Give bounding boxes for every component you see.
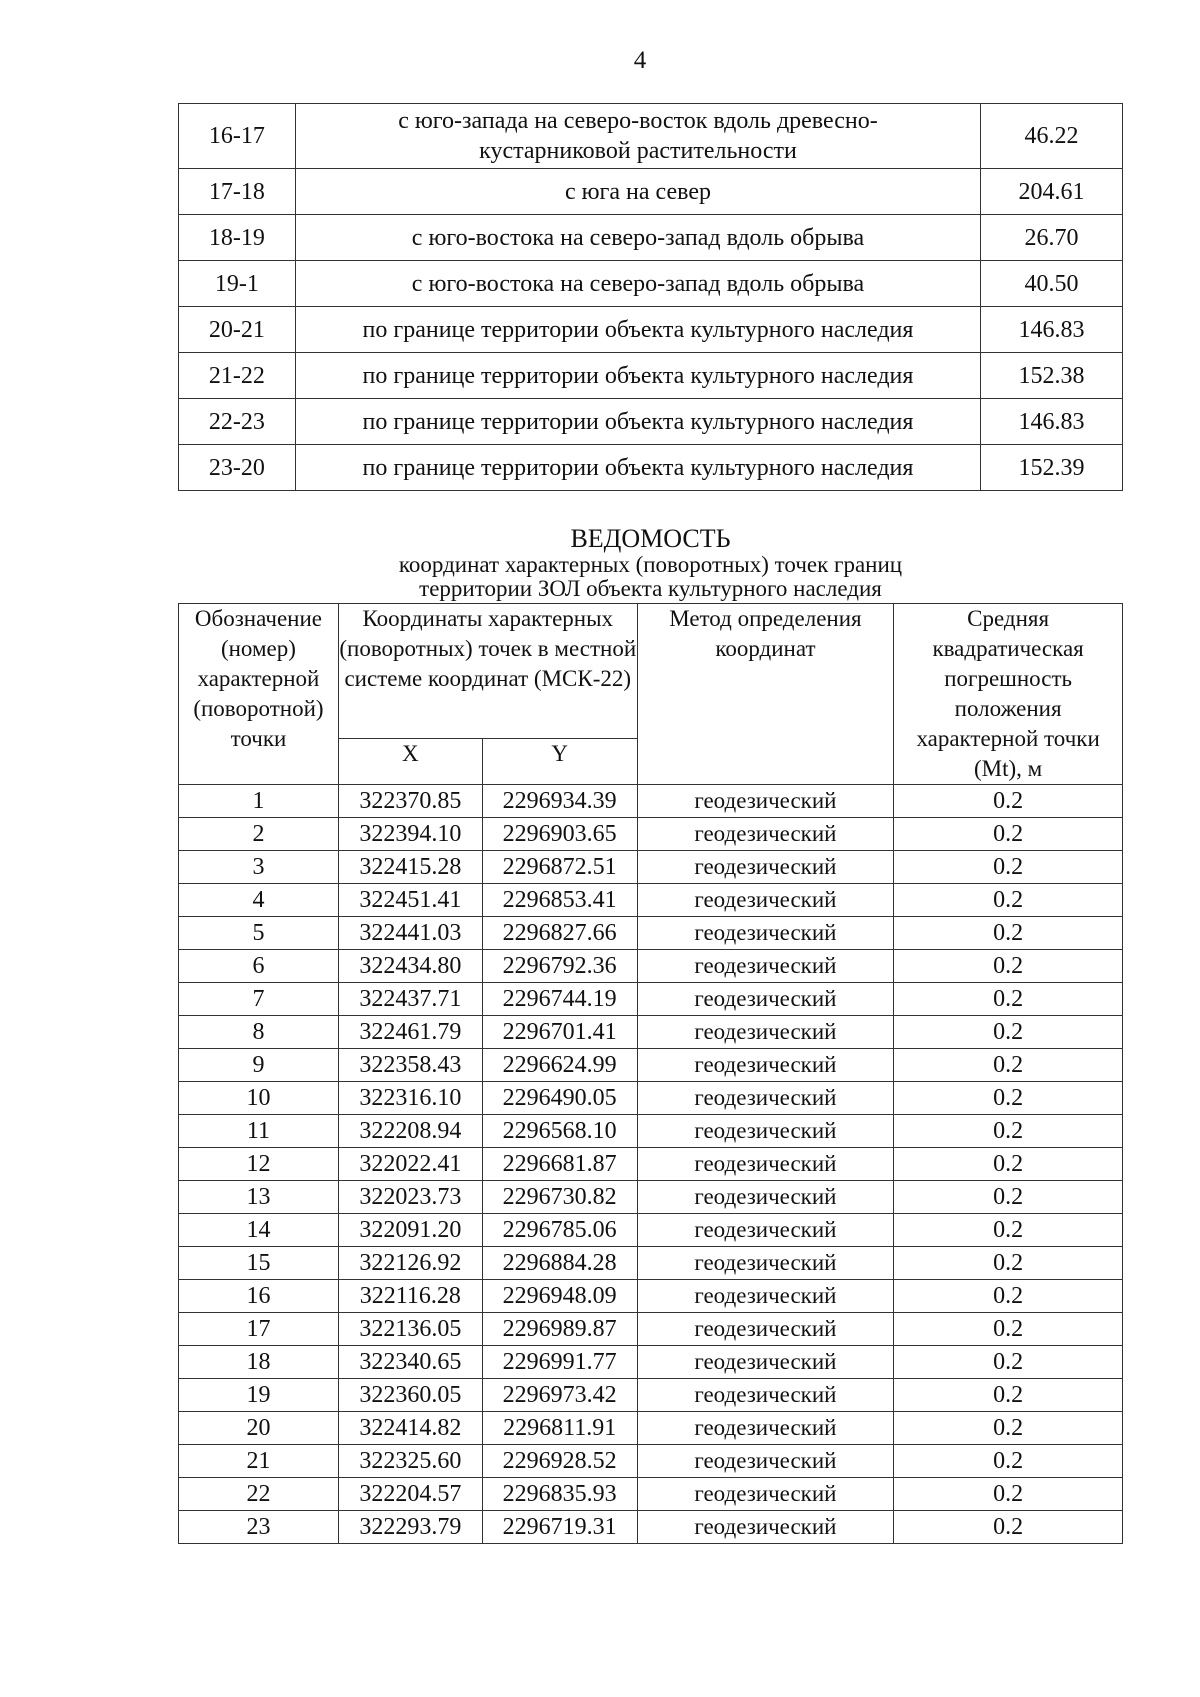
mean-error: 0.2 bbox=[894, 785, 1123, 818]
table-row bbox=[179, 851, 1123, 884]
table-row bbox=[179, 1181, 1123, 1214]
point-number: 13 bbox=[179, 1181, 339, 1214]
table-row bbox=[179, 1346, 1123, 1379]
segment-points: 19-1 bbox=[179, 261, 296, 307]
segment-description: по границе территории объекта культурного наследия bbox=[295, 353, 980, 399]
point-number: 14 bbox=[179, 1214, 339, 1247]
coord-x: 322208.94 bbox=[338, 1115, 482, 1148]
coord-x: 322434.80 bbox=[338, 950, 482, 983]
coord-y: 2296490.05 bbox=[482, 1082, 637, 1115]
mean-error: 0.2 bbox=[894, 1148, 1123, 1181]
method: геодезический bbox=[637, 1115, 894, 1148]
point-number: 5 bbox=[179, 917, 339, 950]
method: геодезический bbox=[637, 785, 894, 818]
segment-length: 46.22 bbox=[981, 104, 1123, 169]
segment-points: 18-19 bbox=[179, 215, 296, 261]
method: геодезический bbox=[637, 1379, 894, 1412]
segment-row bbox=[179, 445, 1123, 491]
method: геодезический bbox=[637, 950, 894, 983]
table-row bbox=[179, 1478, 1123, 1511]
segment-length: 204.61 bbox=[981, 169, 1123, 215]
method: геодезический bbox=[637, 1016, 894, 1049]
mean-error: 0.2 bbox=[894, 1082, 1123, 1115]
point-number: 23 bbox=[179, 1511, 339, 1544]
point-number: 16 bbox=[179, 1280, 339, 1313]
table-row bbox=[179, 1082, 1123, 1115]
mean-error: 0.2 bbox=[894, 950, 1123, 983]
method: геодезический bbox=[637, 917, 894, 950]
coord-y: 2296744.19 bbox=[482, 983, 637, 1016]
point-number: 3 bbox=[179, 851, 339, 884]
point-number: 8 bbox=[179, 1016, 339, 1049]
coord-y: 2296730.82 bbox=[482, 1181, 637, 1214]
segment-points: 16-17 bbox=[179, 104, 296, 169]
segment-description: с юга на север bbox=[295, 169, 980, 215]
coord-y: 2296701.41 bbox=[482, 1016, 637, 1049]
table-row bbox=[179, 1049, 1123, 1082]
point-number: 9 bbox=[179, 1049, 339, 1082]
coord-y: 2296934.39 bbox=[482, 785, 637, 818]
coord-x: 322461.79 bbox=[338, 1016, 482, 1049]
coord-y: 2296872.51 bbox=[482, 851, 637, 884]
mean-error: 0.2 bbox=[894, 1445, 1123, 1478]
header-point: Обозначение (номер) характерной (поворотной) точки bbox=[179, 604, 339, 785]
segment-points: 23-20 bbox=[179, 445, 296, 491]
mean-error: 0.2 bbox=[894, 1049, 1123, 1082]
coord-y: 2296948.09 bbox=[482, 1280, 637, 1313]
method: геодезический bbox=[637, 851, 894, 884]
header-x: X bbox=[338, 739, 482, 785]
point-number: 10 bbox=[179, 1082, 339, 1115]
coord-y: 2296884.28 bbox=[482, 1247, 637, 1280]
coord-x: 322358.43 bbox=[338, 1049, 482, 1082]
mean-error: 0.2 bbox=[894, 983, 1123, 1016]
coord-x: 322316.10 bbox=[338, 1082, 482, 1115]
table-row bbox=[179, 1115, 1123, 1148]
method: геодезический bbox=[637, 1280, 894, 1313]
segment-description: с юго-востока на северо-запад вдоль обрыва bbox=[295, 215, 980, 261]
point-number: 12 bbox=[179, 1148, 339, 1181]
point-number: 11 bbox=[179, 1115, 339, 1148]
mean-error: 0.2 bbox=[894, 1214, 1123, 1247]
statement-title: ВЕДОМОСТЬ bbox=[570, 524, 731, 553]
coord-x: 322394.10 bbox=[338, 818, 482, 851]
method: геодезический bbox=[637, 818, 894, 851]
table-row bbox=[179, 1016, 1123, 1049]
coord-y: 2296835.93 bbox=[482, 1478, 637, 1511]
mean-error: 0.2 bbox=[894, 1181, 1123, 1214]
coord-y: 2296827.66 bbox=[482, 917, 637, 950]
coord-x: 322023.73 bbox=[338, 1181, 482, 1214]
coord-x: 322204.57 bbox=[338, 1478, 482, 1511]
method: геодезический bbox=[637, 1412, 894, 1445]
point-number: 2 bbox=[179, 818, 339, 851]
mean-error: 0.2 bbox=[894, 1412, 1123, 1445]
statement-subtitle-2: территории ЗОЛ объекта культурного наследия bbox=[419, 576, 882, 601]
segment-length: 152.38 bbox=[981, 353, 1123, 399]
method: геодезический bbox=[637, 1478, 894, 1511]
table-row bbox=[179, 917, 1123, 950]
method: геодезический bbox=[637, 1247, 894, 1280]
table-row bbox=[179, 983, 1123, 1016]
segment-row bbox=[179, 261, 1123, 307]
mean-error: 0.2 bbox=[894, 1280, 1123, 1313]
method: геодезический bbox=[637, 983, 894, 1016]
table-row bbox=[179, 1214, 1123, 1247]
segment-points: 20-21 bbox=[179, 307, 296, 353]
mean-error: 0.2 bbox=[894, 1511, 1123, 1544]
mean-error: 0.2 bbox=[894, 1247, 1123, 1280]
mean-error: 0.2 bbox=[894, 917, 1123, 950]
table-row bbox=[179, 785, 1123, 818]
method: геодезический bbox=[637, 1049, 894, 1082]
table-row bbox=[179, 1313, 1123, 1346]
coord-x: 322293.79 bbox=[338, 1511, 482, 1544]
method: геодезический bbox=[637, 1346, 894, 1379]
table-row bbox=[179, 1379, 1123, 1412]
mean-error: 0.2 bbox=[894, 818, 1123, 851]
coord-x: 322360.05 bbox=[338, 1379, 482, 1412]
segment-points: 17-18 bbox=[179, 169, 296, 215]
segment-description: с юго-запада на северо-восток вдоль древесно-кустарниковой растительности bbox=[295, 104, 980, 169]
mean-error: 0.2 bbox=[894, 1379, 1123, 1412]
document-page bbox=[178, 0, 1123, 1544]
segment-row bbox=[179, 307, 1123, 353]
segment-length: 146.83 bbox=[981, 307, 1123, 353]
segment-length: 146.83 bbox=[981, 399, 1123, 445]
coord-x: 322136.05 bbox=[338, 1313, 482, 1346]
header-y: Y bbox=[482, 739, 637, 785]
coord-x: 322091.20 bbox=[338, 1214, 482, 1247]
coord-y: 2296903.65 bbox=[482, 818, 637, 851]
mean-error: 0.2 bbox=[894, 1478, 1123, 1511]
coord-y: 2296989.87 bbox=[482, 1313, 637, 1346]
method: геодезический bbox=[637, 1214, 894, 1247]
method: геодезический bbox=[637, 1511, 894, 1544]
coord-x: 322441.03 bbox=[338, 917, 482, 950]
segment-points: 22-23 bbox=[179, 399, 296, 445]
method: геодезический bbox=[637, 1082, 894, 1115]
table-row bbox=[179, 884, 1123, 917]
segment-row bbox=[179, 215, 1123, 261]
point-number: 19 bbox=[179, 1379, 339, 1412]
mean-error: 0.2 bbox=[894, 1016, 1123, 1049]
method: геодезический bbox=[637, 1148, 894, 1181]
mean-error: 0.2 bbox=[894, 884, 1123, 917]
coord-x: 322340.65 bbox=[338, 1346, 482, 1379]
point-number: 6 bbox=[179, 950, 339, 983]
segment-description: по границе территории объекта культурного наследия bbox=[295, 399, 980, 445]
point-number: 15 bbox=[179, 1247, 339, 1280]
point-number: 4 bbox=[179, 884, 339, 917]
table-row bbox=[179, 1412, 1123, 1445]
method: геодезический bbox=[637, 1445, 894, 1478]
table-row bbox=[179, 1445, 1123, 1478]
method: геодезический bbox=[637, 1313, 894, 1346]
segment-row bbox=[179, 399, 1123, 445]
mean-error: 0.2 bbox=[894, 1115, 1123, 1148]
coord-y: 2296681.87 bbox=[482, 1148, 637, 1181]
statement-subtitle-1: координат характерных (поворотных) точек границ bbox=[398, 552, 903, 577]
table-row bbox=[179, 950, 1123, 983]
coord-y: 2296853.41 bbox=[482, 884, 637, 917]
point-number: 18 bbox=[179, 1346, 339, 1379]
coordinates-table bbox=[178, 603, 1123, 1544]
segment-length: 152.39 bbox=[981, 445, 1123, 491]
segment-row bbox=[179, 104, 1123, 169]
table-row bbox=[179, 1280, 1123, 1313]
coord-y: 2296792.36 bbox=[482, 950, 637, 983]
point-number: 22 bbox=[179, 1478, 339, 1511]
segment-row bbox=[179, 169, 1123, 215]
mean-error: 0.2 bbox=[894, 1313, 1123, 1346]
header-error: Средняя квадратическая погрешность положения характерной точки (Mt), м bbox=[894, 604, 1123, 785]
coord-x: 322414.82 bbox=[338, 1412, 482, 1445]
segment-length: 26.70 bbox=[981, 215, 1123, 261]
point-number: 1 bbox=[179, 785, 339, 818]
header-coords: Координаты характерных (поворотных) точек в местной системе координат (МСК-22) bbox=[338, 604, 637, 739]
table-row bbox=[179, 1511, 1123, 1544]
segment-description: по границе территории объекта культурного наследия bbox=[295, 307, 980, 353]
coord-y: 2296568.10 bbox=[482, 1115, 637, 1148]
coord-y: 2296624.99 bbox=[482, 1049, 637, 1082]
point-number: 21 bbox=[179, 1445, 339, 1478]
point-number: 20 bbox=[179, 1412, 339, 1445]
coord-x: 322325.60 bbox=[338, 1445, 482, 1478]
coord-x: 322370.85 bbox=[338, 785, 482, 818]
segment-length: 40.50 bbox=[981, 261, 1123, 307]
segment-points: 21-22 bbox=[179, 353, 296, 399]
point-number: 17 bbox=[179, 1313, 339, 1346]
segment-description: по границе территории объекта культурного наследия bbox=[295, 445, 980, 491]
coord-y: 2296719.31 bbox=[482, 1511, 637, 1544]
coord-y: 2296785.06 bbox=[482, 1214, 637, 1247]
method: геодезический bbox=[637, 884, 894, 917]
method: геодезический bbox=[637, 1181, 894, 1214]
coord-y: 2296928.52 bbox=[482, 1445, 637, 1478]
coord-x: 322022.41 bbox=[338, 1148, 482, 1181]
table-row bbox=[179, 1148, 1123, 1181]
segment-row bbox=[179, 353, 1123, 399]
boundary-segments-table bbox=[178, 103, 1123, 491]
point-number: 7 bbox=[179, 983, 339, 1016]
coord-x: 322116.28 bbox=[338, 1280, 482, 1313]
header-method: Метод определения координат bbox=[637, 604, 894, 785]
coord-x: 322451.41 bbox=[338, 884, 482, 917]
mean-error: 0.2 bbox=[894, 1346, 1123, 1379]
coord-y: 2296991.77 bbox=[482, 1346, 637, 1379]
coord-y: 2296811.91 bbox=[482, 1412, 637, 1445]
coord-x: 322437.71 bbox=[338, 983, 482, 1016]
segment-description: с юго-востока на северо-запад вдоль обрыва bbox=[295, 261, 980, 307]
coord-y: 2296973.42 bbox=[482, 1379, 637, 1412]
table-row bbox=[179, 818, 1123, 851]
page-number: 4 bbox=[633, 47, 647, 74]
coord-x: 322126.92 bbox=[338, 1247, 482, 1280]
mean-error: 0.2 bbox=[894, 851, 1123, 884]
table-row bbox=[179, 1247, 1123, 1280]
coord-x: 322415.28 bbox=[338, 851, 482, 884]
